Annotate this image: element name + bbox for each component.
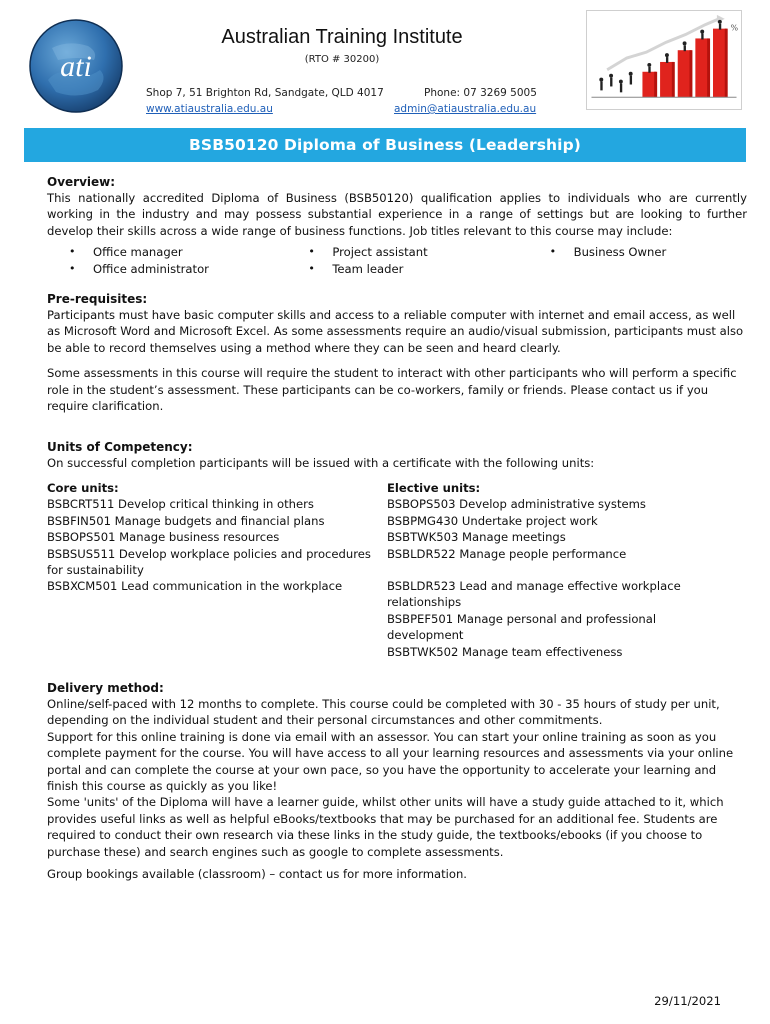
list-item: BSBFIN501 Manage budgets and financial plans	[47, 513, 325, 528]
list-item: BSBXCM501 Lead communication in the workplace	[47, 579, 343, 594]
document-date: 29/11/2021	[654, 994, 721, 1008]
org-title: Australian Training Institute	[221, 26, 463, 48]
list-item: BSBLDR522 Manage people performance	[387, 546, 627, 561]
list-item: • Business Owner	[528, 244, 747, 260]
units-intro: On successful completion participants will be issued with a certificate with the following units:	[47, 456, 595, 471]
prereq-para-2: Some assessments in this course will require the student to interact with other participants who will perform a specific role in the student’s assessment. These participants can be co-workers, family or friends. Please contact us if you require clarification.	[47, 366, 737, 414]
rto-number: (RTO # 30200)	[304, 54, 380, 65]
list-item: BSBTWK502 Manage team effectiveness	[387, 644, 623, 659]
list-item: BSBSUS511 Develop workplace policies and procedures for sustainability	[47, 546, 371, 577]
overview-section	[47, 174, 747, 277]
address: Shop 7, 51 Brighton Rd, Sandgate, QLD 4017	[146, 87, 384, 99]
core-units	[47, 480, 387, 660]
elective-units	[387, 480, 727, 660]
contact-right	[394, 85, 537, 117]
list-item: BSBLDR523 Lead and manage effective workplace relationships	[387, 578, 681, 610]
course-title: BSB50120 Diploma of Business (Leadership)	[189, 136, 581, 154]
delivery-heading: Delivery method:	[47, 680, 164, 695]
overview-text: This nationally accredited Diploma of Business (BSB50120) qualification applies to individuals who are currently working in the industry and may possess substantial experience in a range of settings but are looking to further develop their skills across a wide range of business functions. Job titles relevant to this course may include:	[47, 191, 747, 238]
list-item: • Project assistant	[286, 244, 527, 260]
job-col-3	[528, 244, 747, 277]
growth-chart-icon	[586, 10, 742, 110]
job-titles-list	[47, 244, 747, 277]
main-content	[47, 174, 747, 882]
delivery-para-4: Group bookings available (classroom) – contact us for more information.	[47, 867, 467, 881]
prereq-heading: Pre-requisites:	[47, 292, 148, 307]
list-item: BSBPMG430 Undertake project work	[387, 513, 598, 528]
course-title-banner	[24, 128, 746, 162]
overview-heading: Overview:	[47, 175, 116, 189]
prereq-para-1: Participants must have basic computer skills and access to a reliable computer with internet and email access, as well as Microsoft Word and Microsoft Excel. As some assessments require an audio/visual submission, participants must also be able to record themselves using a method where they can be seen and heard clearly.	[47, 308, 744, 355]
prerequisites-section	[47, 291, 747, 414]
list-item: BSBPEF501 Manage personal and professional development	[387, 611, 657, 643]
list-item: • Office manager	[47, 244, 286, 260]
elective-units-label: Elective units:	[387, 480, 481, 495]
job-col-2	[286, 244, 527, 277]
website-link[interactable]: www.atiaustralia.edu.au	[146, 103, 273, 115]
units-heading: Units of Competency:	[47, 440, 193, 455]
email-link[interactable]: admin@atiaustralia.edu.au	[394, 103, 537, 115]
core-units-label: Core units:	[47, 480, 119, 495]
units-section	[47, 439, 747, 659]
contact-left	[146, 85, 384, 117]
list-item: BSBTWK503 Manage meetings	[387, 530, 566, 545]
delivery-para-1: Online/self-paced with 12 months to complete. This course could be completed with 30 - 35 hours of study per unit, depending on the individual student and their personal circumstances and other commitments.	[47, 696, 720, 728]
delivery-para-3: Some 'units' of the Diploma will have a learner guide, whilst other units will have a study guide attached to it, which provides useful links as well as helpful eBooks/textbooks that may be purchased for an additional fee. Students are required to conduct their own research via these links in the study guide, the textbooks/ebooks (if you choose to purchase these) and search engines such as google to complete assessments.	[47, 795, 724, 859]
list-item: BSBOPS503 Develop administrative systems	[387, 497, 646, 512]
units-columns	[47, 480, 747, 660]
list-item: • Team leader	[286, 261, 527, 277]
list-item: • Office administrator	[47, 261, 286, 277]
svg-text:%: %	[730, 23, 739, 33]
list-item: BSBCRT511 Develop critical thinking in others	[47, 497, 314, 512]
list-item: BSBOPS501 Manage business resources	[47, 530, 280, 545]
phone: Phone: 07 3269 5005	[424, 87, 537, 99]
job-col-1	[47, 244, 286, 277]
svg-text:ati: ati	[60, 50, 92, 83]
delivery-section	[47, 680, 747, 882]
delivery-para-2: Support for this online training is done via email with an assessor. You can start your online training as soon as you complete payment for the course. You will have access to all your learning resources and assessments via your online portal and can complete the course at your own pace, so you have the opportunity to accelerate your learning and finish this course as quickly as you like!	[47, 729, 734, 793]
